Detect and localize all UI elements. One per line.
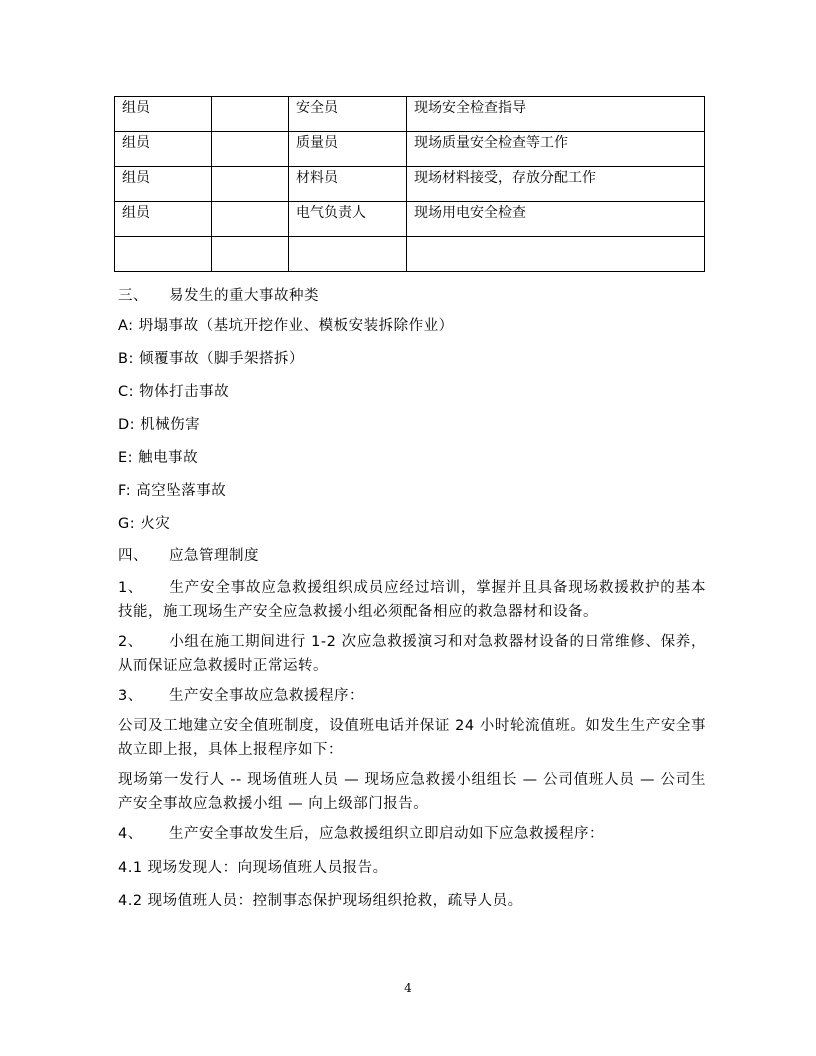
section-3-heading bbox=[118, 286, 319, 306]
table-cell: 组员 bbox=[115, 167, 212, 202]
table-cell bbox=[407, 237, 705, 272]
list-item: G: 火灾 bbox=[118, 516, 171, 532]
paragraph: 公司及工地建立安全值班制度，设值班电话并保证 24 小时轮流值班。如发生生产安全事故立即上报，具体上报程序如下： bbox=[118, 718, 706, 758]
list-item: B: 倾覆事故（脚手架搭拆） bbox=[118, 351, 304, 367]
table-cell bbox=[212, 202, 289, 237]
paragraph bbox=[118, 630, 706, 678]
table-cell: 质量员 bbox=[289, 132, 407, 167]
table-cell: 现场用电安全检查 bbox=[407, 202, 705, 237]
paragraph-text: 生产安全事故发生后，应急救援组织立即启动如下应急救援程序： bbox=[169, 826, 604, 842]
paragraph-text: 小组在施工期间进行 1-2 次应急救援演习和对急救器材设备的日常维修、保养，从而保证应急救援时正常运转。 bbox=[118, 634, 706, 674]
table-cell bbox=[115, 237, 212, 272]
list-item: F: 高空坠落事故 bbox=[118, 483, 227, 499]
paragraph-number: 4、 bbox=[118, 826, 143, 842]
list-item: D: 机械伤害 bbox=[118, 417, 201, 433]
table-cell bbox=[289, 237, 407, 272]
paragraph-number: 2、 bbox=[118, 634, 143, 650]
table-row bbox=[115, 132, 705, 167]
paragraph: 4.1 现场发现人：向现场值班人员报告。 bbox=[118, 860, 388, 876]
role-table bbox=[114, 96, 705, 272]
table-cell: 现场质量安全检查等工作 bbox=[407, 132, 705, 167]
section-number: 三、 bbox=[118, 288, 148, 304]
table-cell: 组员 bbox=[115, 132, 212, 167]
table-row bbox=[115, 202, 705, 237]
table-row bbox=[115, 237, 705, 272]
table-row bbox=[115, 167, 705, 202]
section-number: 四、 bbox=[118, 548, 148, 564]
list-item: A: 坍塌事故（基坑开挖作业、模板安装拆除作业） bbox=[118, 318, 454, 334]
role-table-body bbox=[115, 97, 705, 272]
table-cell bbox=[212, 97, 289, 132]
table-cell: 材料员 bbox=[289, 167, 407, 202]
table-cell: 电气负责人 bbox=[289, 202, 407, 237]
table-cell bbox=[212, 132, 289, 167]
paragraph-number: 1、 bbox=[118, 580, 143, 596]
section-title: 易发生的重大事故种类 bbox=[169, 288, 319, 304]
paragraph bbox=[118, 822, 706, 846]
list-item: C: 物体打击事故 bbox=[118, 384, 230, 400]
paragraph: 现场第一发行人 -- 现场值班人员 — 现场应急救援小组组长 — 公司值班人员 — 公司生产安全事故应急救援小组 — 向上级部门报告。 bbox=[118, 772, 706, 812]
page-number: 4 bbox=[404, 981, 412, 995]
section-title: 应急管理制度 bbox=[169, 548, 259, 564]
paragraph: 4.2 现场值班人员：控制事态保护现场组织抢救，疏导人员。 bbox=[118, 893, 523, 909]
paragraph-text: 生产安全事故应急救援组织成员应经过培训，掌握并且具备现场救援救护的基本技能，施工现场生产安全应急救援小组必须配备相应的救急器材和设备。 bbox=[118, 580, 706, 620]
paragraph-number: 3、 bbox=[118, 688, 143, 704]
table-cell: 现场材料接受，存放分配工作 bbox=[407, 167, 705, 202]
paragraph bbox=[118, 684, 706, 708]
table-cell bbox=[212, 167, 289, 202]
table-cell bbox=[212, 237, 289, 272]
paragraph-text: 生产安全事故应急救援程序： bbox=[169, 688, 364, 704]
table-cell: 现场安全检查指导 bbox=[407, 97, 705, 132]
table-cell: 组员 bbox=[115, 97, 212, 132]
list-item: E: 触电事故 bbox=[118, 450, 199, 466]
table-cell: 组员 bbox=[115, 202, 212, 237]
table-row bbox=[115, 97, 705, 132]
table-cell: 安全员 bbox=[289, 97, 407, 132]
section-4-heading bbox=[118, 546, 259, 566]
paragraph bbox=[118, 576, 706, 624]
